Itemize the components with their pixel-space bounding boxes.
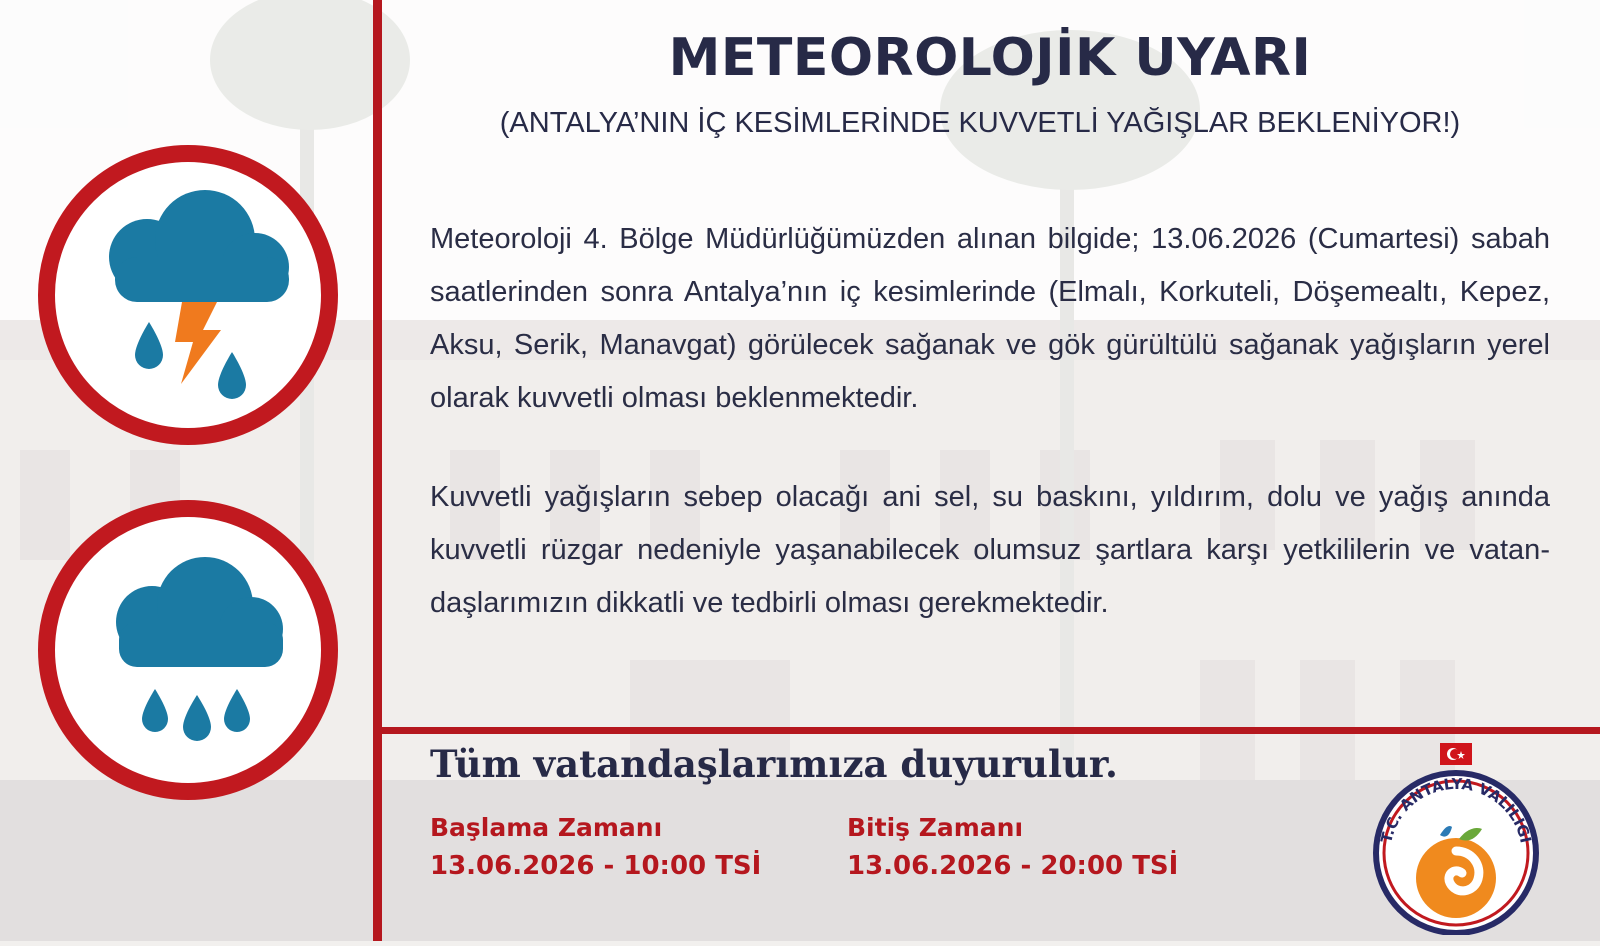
end-time-value: 13.06.2026 - 20:00 TSİ xyxy=(847,851,1179,881)
heavy-rain-sign xyxy=(38,500,338,800)
logo-text: T.C. ANTALYA VALİLİĞİ xyxy=(1377,774,1535,845)
thunderstorm-sign xyxy=(38,145,338,445)
page-subtitle: (ANTALYA’NIN İÇ KESİMLERİNDE KUVVETLİ YAĞIŞLAR BEKLENİYOR!) xyxy=(499,107,1461,139)
warning-paragraph-2: Kuvvetli yağışların sebep olacağı ani sel, su baskını, yıldırım, dolu ve yağış anında kuvvetli rüzgar nedeniyle yaşanabilecek olumsuz şartlara karşı yetkililerin ve vatandaşlarımızın dikkatli ve tedbirli olması gerekmektedir. xyxy=(430,481,1550,619)
vertical-divider xyxy=(373,0,382,941)
start-time-value: 13.06.2026 - 10:00 TSİ xyxy=(430,851,762,881)
heavy-rain-icon xyxy=(55,517,321,783)
antalya-governorship-logo xyxy=(1360,743,1552,935)
horizontal-divider xyxy=(382,727,1600,734)
thunderstorm-icon xyxy=(55,162,321,428)
page-title: METEOROLOJİK UYARI xyxy=(668,28,1312,88)
start-time-label: Başlama Zamanı xyxy=(430,813,663,842)
warning-paragraph-1: Meteoroloji 4. Bölge Müdürlüğümüzden alınan bilgide; 13.06.2026 (Cumartesi) sabah saatlerinden sonra Antalya’nın iç kesimlerinde (Elmalı, Korkuteli, Döşemealtı, Kepez, Aksu, Serik, Manavgat) görülecek sağanak ve gök gürültülü sağanak yağışların yerel olarak kuvvetli olması beklenmektedir. xyxy=(430,223,1550,414)
end-time-label: Bitiş Zamanı xyxy=(847,813,1024,842)
announcement-text: Tüm vatandaşlarımıza duyurulur. xyxy=(430,742,1118,786)
